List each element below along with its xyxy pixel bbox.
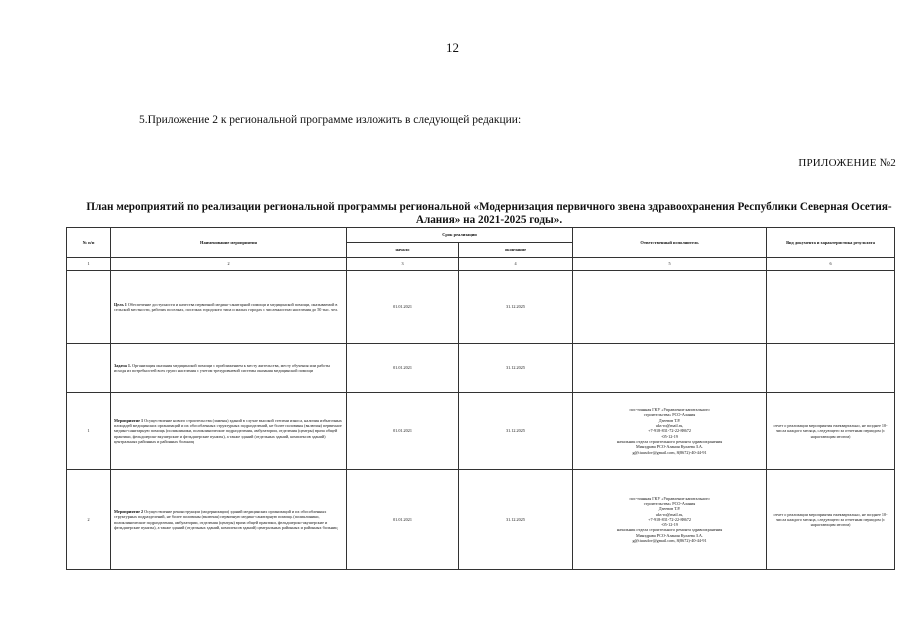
row-document: отчет о реализации мероприятия ежеквартально, не позднее 10-числа каждого месяца, следующего за отчетным периодом (с нарастающим итогом) xyxy=(767,470,895,570)
column-number: 4 xyxy=(459,258,573,271)
column-number: 1 xyxy=(67,258,111,271)
responsible-line: -05-12-19 xyxy=(661,522,678,528)
row-start: 01.01.2021 xyxy=(347,393,459,470)
responsible-line: пос-тоянная ГКУ «Управление капитального xyxy=(629,407,710,413)
table-row-goal xyxy=(67,271,895,344)
column-number: 2 xyxy=(111,258,347,271)
row-text: Осуществление реконструкции (модернизации) зданий медицинских организаций и их обособленных структурных подразделений, не более половины (включая) первичную медико-санитарную помощь (поликлиники, поликлинические подразделения, амбулатории, отделения (центры) врача общей практики, фельдшерско-акушерские и фельдшерские пункты), а также зданий (отдельных зданий, комплексов зданий) центральных районных и районных больниц xyxy=(114,508,338,530)
row-document xyxy=(767,344,895,393)
row-responsible xyxy=(573,393,767,470)
responsible-line: начальник отдела строительного ремонта здравоохранения xyxy=(616,438,723,444)
row-lead: Мероприятие 2 xyxy=(114,508,144,514)
header-start: начало xyxy=(347,243,459,258)
row-responsible xyxy=(573,271,767,344)
responsible-line: строительства» РСО-Алания xyxy=(643,500,696,506)
row-num: 2 xyxy=(67,470,111,570)
column-number: 6 xyxy=(767,258,895,271)
row-name xyxy=(111,344,347,393)
header-responsible: Ответственный исполнитель xyxy=(573,228,767,258)
table-row-activity-1 xyxy=(67,393,895,470)
responsible-line: -05-12-19 xyxy=(661,433,678,439)
page-number: 12 xyxy=(446,40,459,55)
responsible-line: Дзеевов Т.Р. xyxy=(658,417,681,423)
row-num: 1 xyxy=(67,393,111,470)
row-name xyxy=(111,271,347,344)
header-end: окончание xyxy=(459,243,573,258)
row-lead: Мероприятие 1 xyxy=(114,417,144,423)
row-start: 01.01.2021 xyxy=(347,470,459,570)
responsible-line: Минздрава РСО-Алания Кулаева З.А. xyxy=(636,532,703,538)
column-numbers-row xyxy=(67,258,895,271)
row-document: отчет о реализации мероприятия ежеквартально, не позднее 10-числа каждого месяца, следующего за отчетным периодом (с нарастающим итогом) xyxy=(767,393,895,470)
row-end: 31.12.2025 xyxy=(459,470,573,570)
row-start: 01.01.2021 xyxy=(347,271,459,344)
responsible-line: uks-ro@mail.ru, xyxy=(655,423,684,429)
responsible-line: Минздрава РСО-Алания Кулаева З.А. xyxy=(636,444,703,450)
row-name xyxy=(111,470,347,570)
row-responsible xyxy=(573,470,767,570)
header-period: Срок реализации xyxy=(347,228,573,243)
responsible-line: +7-918-831-72-22-88672 xyxy=(648,516,691,522)
table-row-task xyxy=(67,344,895,393)
row-end: 31.12.2025 xyxy=(459,344,573,393)
responsible-line: g@tiuusdov@gmail.com, 8(8672)-40-44-91 xyxy=(632,538,707,544)
header-num: № п/п xyxy=(67,228,111,258)
responsible-line: g@tiuusdov@gmail.com, 8(8672)-40-44-91 xyxy=(632,449,707,455)
row-document xyxy=(767,271,895,344)
row-lead: Цель 1 xyxy=(114,301,127,307)
row-end: 31.12.2025 xyxy=(459,393,573,470)
plan-table xyxy=(66,227,895,570)
intro-text: 5.Приложение 2 к региональной программе изложить в следующей редакции: xyxy=(139,114,522,126)
header-name: Наименование мероприятия xyxy=(111,228,347,258)
row-lead: Задача 1. xyxy=(114,362,131,368)
column-number: 3 xyxy=(347,258,459,271)
row-text: Организация оказания медицинской помощи с приближением к месту жительства, месту обучения или работы исходя из потребностей всех групп населения с учетом трехуровневой системы оказания медицинской помощи xyxy=(114,362,330,373)
row-end: 31.12.2025 xyxy=(459,271,573,344)
responsible-line: начальник отдела строительного ремонта здравоохранения xyxy=(616,527,723,533)
appendix-label: ПРИЛОЖЕНИЕ №2 xyxy=(798,157,896,169)
table-row-activity-2 xyxy=(67,470,895,570)
header-document: Вид документа и характеристика результата xyxy=(767,228,895,258)
row-text: Обеспечение доступности и качества первичной медико-санитарной помощи и медицинской помощи, оказываемой в сельской местности, рабочих поселках, поселках городского типа и малых городах с численностью населения до 50 тыс. чел. xyxy=(114,301,339,312)
responsible-line: пос-тоянная ГКУ «Управление капитального xyxy=(629,495,710,501)
responsible-line: uks-ro@mail.ru, xyxy=(655,511,684,517)
row-name xyxy=(111,393,347,470)
responsible-line: +7-918-831-72-22-88672 xyxy=(648,428,691,434)
responsible-line: строительства» РСО-Алания xyxy=(643,412,696,418)
row-start: 01.01.2021 xyxy=(347,344,459,393)
row-text: Осуществление нового строительства (замены) зданий в случае высокой степени износа, наличия избыточных площадей медицинских организаций и их обособленных структурных подразделений, не более половины (включая) первичное медико-санитарную помощь (поликлиники, поликлинические подразделения, амбулатории, отделения (центры) врача общей практики, фельдшерско-акушерские и фельдшерские пункты), а также зданий (отдельных зданий, комплексов зданий) центральных районных и районных больниц xyxy=(114,417,342,444)
header-row xyxy=(67,228,895,243)
document-title: План мероприятий по реализации региональной программы региональной «Модернизация первичного звена здравоохранения Республики Северная Осетия-Алания» на 2021-2025 годы». xyxy=(86,201,892,226)
column-number: 5 xyxy=(573,258,767,271)
responsible-line: Дзеевов Т.Р. xyxy=(658,506,681,512)
row-responsible xyxy=(573,344,767,393)
row-num xyxy=(67,271,111,344)
row-num xyxy=(67,344,111,393)
